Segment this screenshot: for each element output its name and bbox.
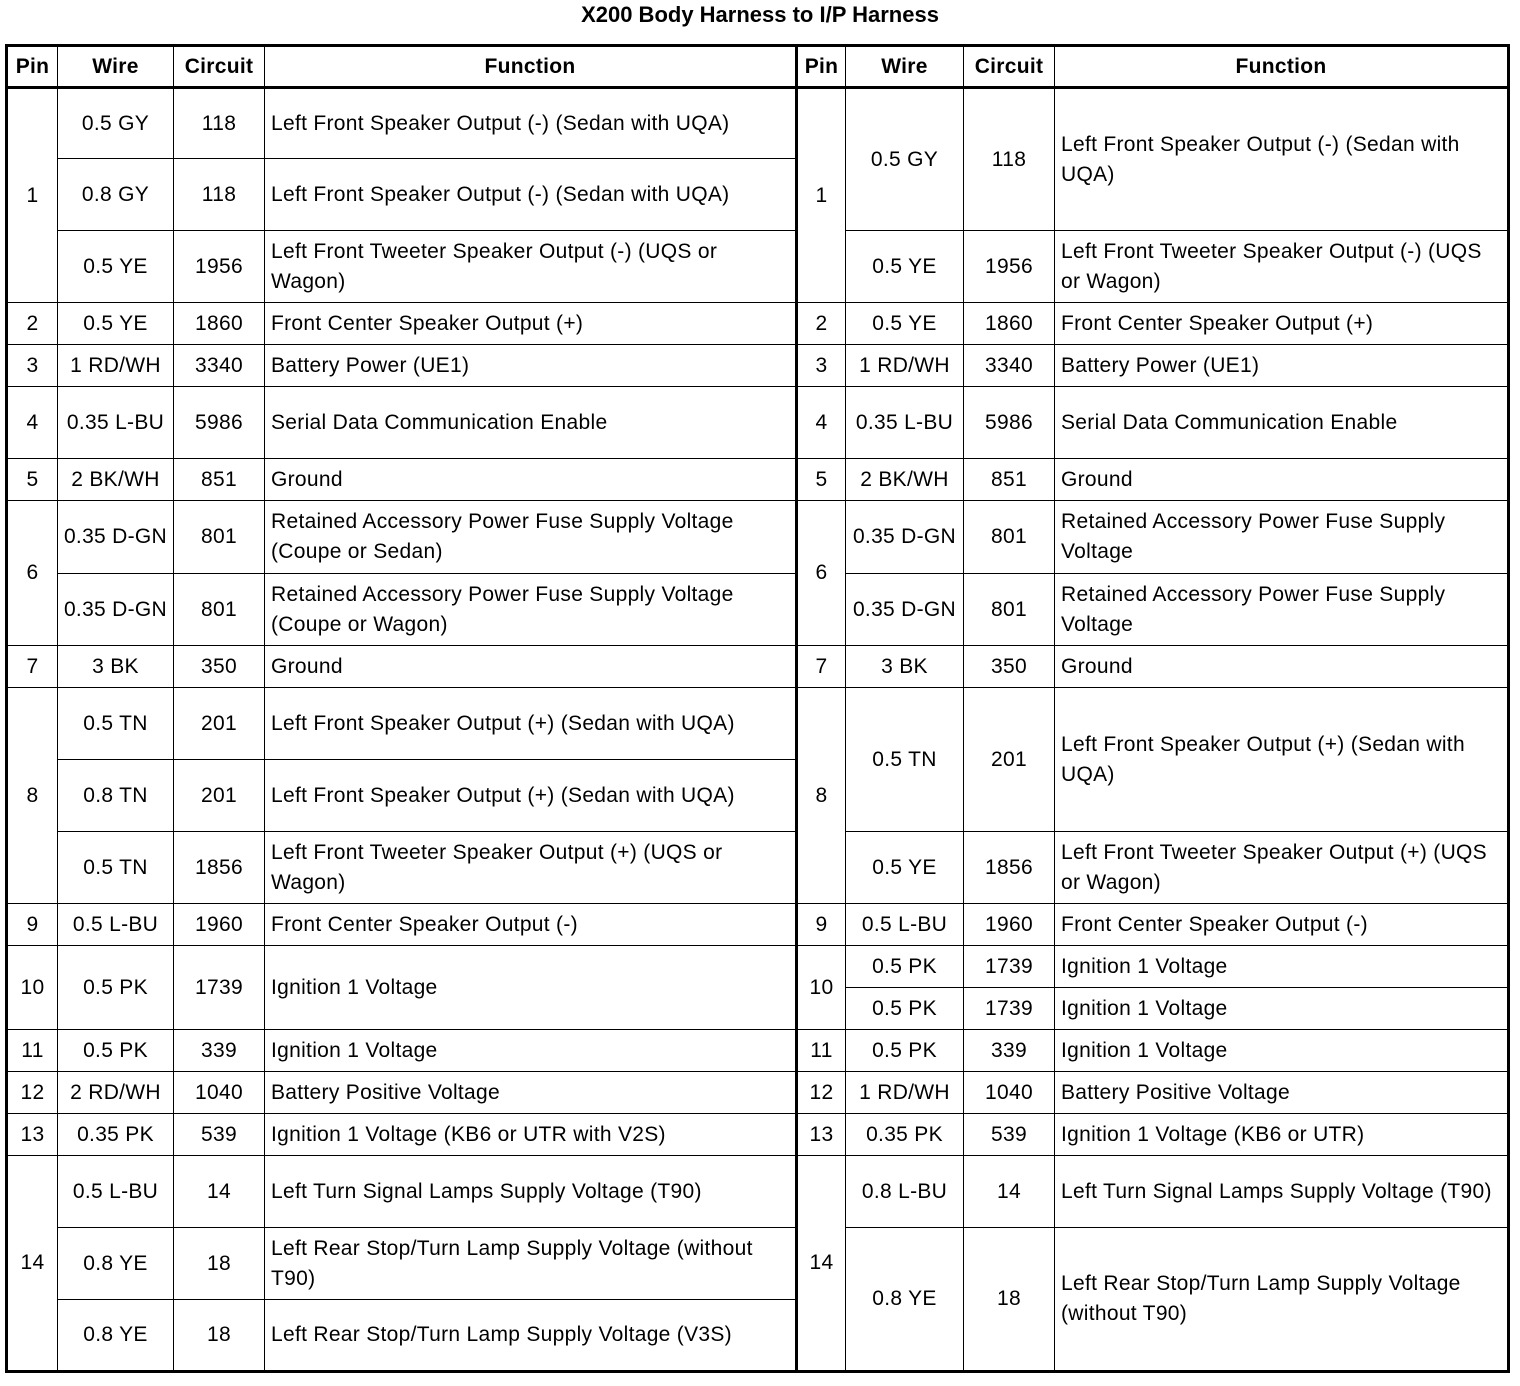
function-cell: Left Front Speaker Output (-) (Sedan with UQA)	[1055, 88, 1509, 231]
circuit-cell: 801	[174, 574, 265, 646]
circuit-cell: 118	[964, 88, 1055, 231]
wire-cell: 0.35 D-GN	[58, 574, 174, 646]
pin-cell: 7	[797, 646, 846, 688]
circuit-cell: 539	[174, 1114, 265, 1156]
circuit-cell: 18	[964, 1228, 1055, 1372]
wire-cell: 0.8 GY	[58, 159, 174, 231]
pin-cell: 2	[7, 303, 58, 345]
header-circuit: Circuit	[174, 46, 265, 88]
function-cell: Retained Accessory Power Fuse Supply Voltage (Coupe or Wagon)	[265, 574, 797, 646]
wire-cell: 0.35 PK	[58, 1114, 174, 1156]
pin-cell: 8	[7, 688, 58, 904]
function-cell: Ignition 1 Voltage	[1055, 1030, 1509, 1072]
circuit-cell: 1739	[964, 946, 1055, 988]
wire-cell: 0.5 PK	[58, 1030, 174, 1072]
table-row	[7, 345, 1509, 387]
wire-cell: 0.35 D-GN	[58, 501, 174, 574]
circuit-cell: 201	[964, 688, 1055, 832]
table-row	[7, 1114, 1509, 1156]
wire-cell: 0.5 GY	[58, 88, 174, 159]
table-row	[7, 646, 1509, 688]
table-row	[7, 1228, 1509, 1300]
wire-cell: 0.8 YE	[58, 1300, 174, 1372]
pin-cell: 6	[797, 501, 846, 646]
table-row	[7, 832, 1509, 904]
pin-cell: 8	[797, 688, 846, 904]
wire-cell: 0.8 YE	[846, 1228, 964, 1372]
function-cell: Ground	[265, 459, 797, 501]
wire-cell: 0.35 L-BU	[58, 387, 174, 459]
function-cell: Left Rear Stop/Turn Lamp Supply Voltage (V3S)	[265, 1300, 797, 1372]
function-cell: Ignition 1 Voltage	[1055, 946, 1509, 988]
wire-cell: 0.5 TN	[846, 688, 964, 832]
wire-cell: 2 BK/WH	[846, 459, 964, 501]
circuit-cell: 801	[174, 501, 265, 574]
wire-cell: 0.8 L-BU	[846, 1156, 964, 1228]
pin-cell: 10	[7, 946, 58, 1030]
table-row	[7, 688, 1509, 760]
header-pin: Pin	[797, 46, 846, 88]
pin-cell: 10	[797, 946, 846, 1030]
circuit-cell: 1856	[174, 832, 265, 904]
circuit-cell: 3340	[174, 345, 265, 387]
table-row	[7, 501, 1509, 574]
function-cell: Serial Data Communication Enable	[265, 387, 797, 459]
wire-cell: 0.8 TN	[58, 760, 174, 832]
circuit-cell: 1956	[964, 231, 1055, 303]
pin-cell: 3	[797, 345, 846, 387]
function-cell: Front Center Speaker Output (+)	[265, 303, 797, 345]
wire-cell: 0.35 PK	[846, 1114, 964, 1156]
function-cell: Retained Accessory Power Fuse Supply Voltage	[1055, 501, 1509, 574]
circuit-cell: 350	[964, 646, 1055, 688]
circuit-cell: 539	[964, 1114, 1055, 1156]
table-row	[7, 574, 1509, 646]
header-pin: Pin	[7, 46, 58, 88]
function-cell: Left Rear Stop/Turn Lamp Supply Voltage (without T90)	[1055, 1228, 1509, 1372]
table-row	[7, 459, 1509, 501]
wire-cell: 0.5 YE	[58, 231, 174, 303]
function-cell: Left Rear Stop/Turn Lamp Supply Voltage (without T90)	[265, 1228, 797, 1300]
wire-cell: 0.5 YE	[58, 303, 174, 345]
circuit-cell: 118	[174, 159, 265, 231]
function-cell: Battery Positive Voltage	[1055, 1072, 1509, 1114]
pin-cell: 13	[797, 1114, 846, 1156]
circuit-cell: 339	[174, 1030, 265, 1072]
circuit-cell: 851	[964, 459, 1055, 501]
function-cell: Left Front Tweeter Speaker Output (+) (UQS or Wagon)	[265, 832, 797, 904]
header-circuit: Circuit	[964, 46, 1055, 88]
circuit-cell: 801	[964, 574, 1055, 646]
function-cell: Left Turn Signal Lamps Supply Voltage (T90)	[1055, 1156, 1509, 1228]
function-cell: Retained Accessory Power Fuse Supply Voltage	[1055, 574, 1509, 646]
function-cell: Ground	[265, 646, 797, 688]
wire-cell: 0.5 PK	[846, 1030, 964, 1072]
header-function: Function	[1055, 46, 1509, 88]
header-function: Function	[265, 46, 797, 88]
function-cell: Left Front Speaker Output (+) (Sedan with UQA)	[1055, 688, 1509, 832]
function-cell: Ignition 1 Voltage	[265, 1030, 797, 1072]
wire-cell: 3 BK	[846, 646, 964, 688]
table-row	[7, 904, 1509, 946]
pin-cell: 1	[7, 88, 58, 303]
function-cell: Left Front Speaker Output (+) (Sedan with UQA)	[265, 688, 797, 760]
function-cell: Ignition 1 Voltage	[1055, 988, 1509, 1030]
pin-cell: 2	[797, 303, 846, 345]
pinout-body	[7, 88, 1509, 1372]
circuit-cell: 201	[174, 688, 265, 760]
wire-cell: 0.5 PK	[846, 946, 964, 988]
wire-cell: 0.5 YE	[846, 303, 964, 345]
pin-cell: 14	[7, 1156, 58, 1372]
table-row	[7, 1030, 1509, 1072]
function-cell: Left Front Tweeter Speaker Output (-) (UQS or Wagon)	[265, 231, 797, 303]
wire-cell: 0.5 L-BU	[846, 904, 964, 946]
wire-cell: 0.5 GY	[846, 88, 964, 231]
function-cell: Front Center Speaker Output (-)	[1055, 904, 1509, 946]
wire-cell: 0.5 YE	[846, 832, 964, 904]
circuit-cell: 1860	[174, 303, 265, 345]
wire-cell: 0.5 L-BU	[58, 904, 174, 946]
wire-cell: 2 BK/WH	[58, 459, 174, 501]
wire-cell: 1 RD/WH	[846, 1072, 964, 1114]
function-cell: Battery Positive Voltage	[265, 1072, 797, 1114]
pin-cell: 7	[7, 646, 58, 688]
table-row	[7, 946, 1509, 988]
circuit-cell: 350	[174, 646, 265, 688]
circuit-cell: 1040	[964, 1072, 1055, 1114]
pin-cell: 11	[7, 1030, 58, 1072]
wire-cell: 0.5 YE	[846, 231, 964, 303]
wire-cell: 0.35 L-BU	[846, 387, 964, 459]
function-cell: Left Front Tweeter Speaker Output (-) (UQS or Wagon)	[1055, 231, 1509, 303]
table-row	[7, 387, 1509, 459]
function-cell: Ground	[1055, 459, 1509, 501]
document-title: X200 Body Harness to I/P Harness	[581, 2, 939, 27]
wire-cell: 1 RD/WH	[846, 345, 964, 387]
wire-cell: 0.35 D-GN	[846, 574, 964, 646]
function-cell: Retained Accessory Power Fuse Supply Voltage (Coupe or Sedan)	[265, 501, 797, 574]
table-row	[7, 88, 1509, 159]
table-row	[7, 1156, 1509, 1228]
header-wire: Wire	[58, 46, 174, 88]
pin-cell: 5	[797, 459, 846, 501]
function-cell: Ignition 1 Voltage	[265, 946, 797, 1030]
header-row	[7, 46, 1509, 88]
circuit-cell: 339	[964, 1030, 1055, 1072]
wire-cell: 1 RD/WH	[58, 345, 174, 387]
circuit-cell: 5986	[964, 387, 1055, 459]
function-cell: Serial Data Communication Enable	[1055, 387, 1509, 459]
pin-cell: 11	[797, 1030, 846, 1072]
circuit-cell: 1739	[964, 988, 1055, 1030]
wire-cell: 2 RD/WH	[58, 1072, 174, 1114]
pin-cell: 3	[7, 345, 58, 387]
circuit-cell: 851	[174, 459, 265, 501]
function-cell: Left Turn Signal Lamps Supply Voltage (T90)	[265, 1156, 797, 1228]
wire-cell: 0.5 PK	[846, 988, 964, 1030]
pinout-table	[5, 44, 1510, 1373]
function-cell: Left Front Speaker Output (+) (Sedan with UQA)	[265, 760, 797, 832]
circuit-cell: 1856	[964, 832, 1055, 904]
function-cell: Ignition 1 Voltage (KB6 or UTR)	[1055, 1114, 1509, 1156]
pin-cell: 12	[7, 1072, 58, 1114]
circuit-cell: 1860	[964, 303, 1055, 345]
wire-cell: 0.5 TN	[58, 688, 174, 760]
wire-cell: 0.5 TN	[58, 832, 174, 904]
circuit-cell: 18	[174, 1300, 265, 1372]
function-cell: Battery Power (UE1)	[1055, 345, 1509, 387]
circuit-cell: 3340	[964, 345, 1055, 387]
table-row	[7, 303, 1509, 345]
pin-cell: 13	[7, 1114, 58, 1156]
pin-cell: 14	[797, 1156, 846, 1372]
circuit-cell: 14	[964, 1156, 1055, 1228]
pin-cell: 12	[797, 1072, 846, 1114]
circuit-cell: 18	[174, 1228, 265, 1300]
circuit-cell: 14	[174, 1156, 265, 1228]
circuit-cell: 1956	[174, 231, 265, 303]
circuit-cell: 1739	[174, 946, 265, 1030]
pin-cell: 4	[7, 387, 58, 459]
function-cell: Left Front Speaker Output (-) (Sedan with UQA)	[265, 88, 797, 159]
pin-cell: 5	[7, 459, 58, 501]
pin-cell: 4	[797, 387, 846, 459]
wire-cell: 3 BK	[58, 646, 174, 688]
circuit-cell: 1960	[174, 904, 265, 946]
wire-cell: 0.5 PK	[58, 946, 174, 1030]
header-wire: Wire	[846, 46, 964, 88]
pin-cell: 9	[7, 904, 58, 946]
wire-cell: 0.8 YE	[58, 1228, 174, 1300]
circuit-cell: 801	[964, 501, 1055, 574]
pin-cell: 9	[797, 904, 846, 946]
circuit-cell: 1960	[964, 904, 1055, 946]
function-cell: Battery Power (UE1)	[265, 345, 797, 387]
function-cell: Front Center Speaker Output (-)	[265, 904, 797, 946]
circuit-cell: 5986	[174, 387, 265, 459]
circuit-cell: 1040	[174, 1072, 265, 1114]
function-cell: Front Center Speaker Output (+)	[1055, 303, 1509, 345]
table-row	[7, 1072, 1509, 1114]
pin-cell: 6	[7, 501, 58, 646]
circuit-cell: 118	[174, 88, 265, 159]
table-row	[7, 231, 1509, 303]
function-cell: Ignition 1 Voltage (KB6 or UTR with V2S)	[265, 1114, 797, 1156]
wire-cell: 0.5 L-BU	[58, 1156, 174, 1228]
pin-cell: 1	[797, 88, 846, 303]
function-cell: Left Front Tweeter Speaker Output (+) (UQS or Wagon)	[1055, 832, 1509, 904]
circuit-cell: 201	[174, 760, 265, 832]
wire-cell: 0.35 D-GN	[846, 501, 964, 574]
function-cell: Left Front Speaker Output (-) (Sedan with UQA)	[265, 159, 797, 231]
function-cell: Ground	[1055, 646, 1509, 688]
